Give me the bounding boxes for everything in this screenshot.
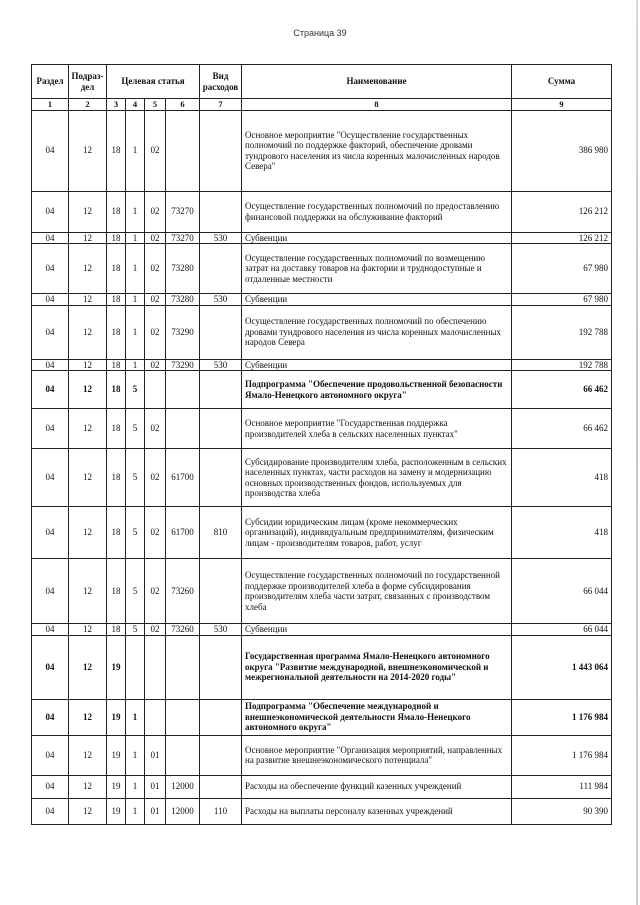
cell-naimenovanie: Субвенции [242,232,512,244]
cell-naimenovanie: Основное мероприятие "Осуществление государственных полномочий по поддержке факторий, обеспечение дровами тундрового населения из числа коренных малочисленных народов Севера" [242,110,512,191]
cell-vid-raskhodov [200,559,242,624]
cell-summa: 66 044 [512,559,612,624]
cell-direction: 73270 [166,191,200,232]
cell-podrazdel: 12 [69,699,107,735]
cell-razdel: 04 [32,635,69,699]
cell-razdel: 04 [32,735,69,775]
cell-naimenovanie: Подпрограмма "Обеспечение продовольственной безопасности Ямало-Ненецкого автономного округа" [242,371,512,409]
cell-program: 19 [107,798,126,824]
cell-podrazdel: 12 [69,449,107,507]
cell-podrazdel: 12 [69,371,107,409]
cell-naimenovanie: Субвенции [242,624,512,636]
cell-razdel: 04 [32,507,69,559]
cell-direction [166,371,200,409]
table-row [32,409,612,449]
table-row [32,507,612,559]
cell-podrazdel: 12 [69,409,107,449]
cell-subprogram: 1 [126,110,145,191]
table-body [32,110,612,824]
cell-podrazdel: 12 [69,232,107,244]
cell-program: 18 [107,191,126,232]
cell-podrazdel: 12 [69,559,107,624]
cell-program: 18 [107,294,126,306]
cell-subprogram: 1 [126,244,145,294]
cell-program: 18 [107,449,126,507]
cell-direction [166,635,200,699]
cell-vid-raskhodov [200,244,242,294]
cell-event: 01 [145,798,166,824]
cell-razdel: 04 [32,449,69,507]
cell-subprogram: 1 [126,305,145,359]
cell-subprogram: 5 [126,371,145,409]
cell-vid-raskhodov: 810 [200,507,242,559]
cell-podrazdel: 12 [69,305,107,359]
cell-subprogram: 5 [126,624,145,636]
cell-subprogram: 1 [126,191,145,232]
cell-naimenovanie: Субвенции [242,294,512,306]
cell-summa: 66 462 [512,409,612,449]
cell-program: 18 [107,244,126,294]
cell-summa: 418 [512,507,612,559]
cell-program: 18 [107,359,126,371]
cell-podrazdel: 12 [69,294,107,306]
cell-subprogram: 5 [126,409,145,449]
cell-program: 19 [107,775,126,798]
table-row [32,798,612,824]
cell-vid-raskhodov [200,635,242,699]
cell-razdel: 04 [32,110,69,191]
column-number-row [32,99,612,111]
table-row [32,371,612,409]
column-number: 2 [69,99,107,111]
table-row [32,735,612,775]
cell-subprogram: 5 [126,507,145,559]
cell-event: 02 [145,305,166,359]
cell-naimenovanie: Субвенции [242,359,512,371]
table-row [32,359,612,371]
cell-event: 02 [145,244,166,294]
column-number: 6 [166,99,200,111]
cell-vid-raskhodov [200,371,242,409]
cell-naimenovanie: Расходы на выплаты персоналу казенных учреждений [242,798,512,824]
column-number: 9 [512,99,612,111]
cell-razdel: 04 [32,359,69,371]
header-vid-raskhodov: Вид расходов [200,65,242,99]
column-number: 5 [145,99,166,111]
cell-direction [166,409,200,449]
cell-vid-raskhodov: 110 [200,798,242,824]
table-row [32,559,612,624]
cell-event [145,371,166,409]
cell-vid-raskhodov: 530 [200,232,242,244]
cell-subprogram: 1 [126,699,145,735]
cell-podrazdel: 12 [69,635,107,699]
cell-event: 02 [145,359,166,371]
cell-event: 02 [145,232,166,244]
cell-naimenovanie: Осуществление государственных полномочий по возмещению затрат на доставку товаров на фактории и труднодоступные и отдаленные местности [242,244,512,294]
cell-naimenovanie: Подпрограмма "Обеспечение международной и внешнеэкономической деятельности Ямало-Ненецкого автономного округа" [242,699,512,735]
cell-podrazdel: 12 [69,191,107,232]
cell-direction: 73290 [166,305,200,359]
cell-vid-raskhodov: 530 [200,624,242,636]
cell-event: 02 [145,624,166,636]
header-podrazdel: Подраз-дел [69,65,107,99]
table-row [32,635,612,699]
cell-subprogram: 1 [126,798,145,824]
cell-razdel: 04 [32,244,69,294]
cell-summa: 1 176 984 [512,735,612,775]
header-summa: Сумма [512,65,612,99]
cell-summa: 67 980 [512,244,612,294]
cell-subprogram: 1 [126,232,145,244]
cell-event [145,635,166,699]
cell-razdel: 04 [32,294,69,306]
page-number-label: Страница 39 [293,28,347,38]
cell-direction: 61700 [166,449,200,507]
cell-razdel: 04 [32,699,69,735]
cell-razdel: 04 [32,371,69,409]
table-row [32,775,612,798]
cell-direction: 12000 [166,798,200,824]
cell-direction [166,735,200,775]
cell-subprogram: 1 [126,294,145,306]
cell-program: 18 [107,305,126,359]
cell-vid-raskhodov [200,409,242,449]
table-row [32,305,612,359]
cell-event: 01 [145,735,166,775]
cell-event: 02 [145,449,166,507]
cell-program: 18 [107,507,126,559]
table-row [32,624,612,636]
column-number: 8 [242,99,512,111]
cell-summa: 90 390 [512,798,612,824]
cell-razdel: 04 [32,624,69,636]
cell-subprogram: 5 [126,449,145,507]
cell-direction: 61700 [166,507,200,559]
cell-event: 02 [145,294,166,306]
cell-razdel: 04 [32,191,69,232]
cell-program: 18 [107,232,126,244]
cell-direction: 73280 [166,244,200,294]
cell-direction: 73260 [166,624,200,636]
cell-naimenovanie: Субсидии юридическим лицам (кроме некоммерческих организаций), индивидуальным предпринимателям, физическим лицам - производителям товаров, работ, услуг [242,507,512,559]
cell-direction [166,110,200,191]
cell-summa: 111 984 [512,775,612,798]
cell-naimenovanie: Расходы на обеспечение функций казенных учреждений [242,775,512,798]
cell-vid-raskhodov [200,735,242,775]
scan-edge-shadow [636,0,638,905]
cell-summa: 66 462 [512,371,612,409]
cell-program: 18 [107,409,126,449]
column-number: 4 [126,99,145,111]
table-row [32,449,612,507]
cell-program: 19 [107,635,126,699]
cell-podrazdel: 12 [69,798,107,824]
cell-podrazdel: 12 [69,775,107,798]
cell-subprogram: 1 [126,775,145,798]
cell-podrazdel: 12 [69,735,107,775]
column-number: 3 [107,99,126,111]
table-row [32,244,612,294]
column-number: 1 [32,99,69,111]
table-row [32,191,612,232]
header-razdel: Раздел [32,65,69,99]
table-row [32,294,612,306]
cell-vid-raskhodov: 530 [200,294,242,306]
cell-vid-raskhodov [200,775,242,798]
cell-direction: 73270 [166,232,200,244]
cell-event: 02 [145,191,166,232]
header-row [32,65,612,99]
cell-summa: 418 [512,449,612,507]
cell-vid-raskhodov [200,191,242,232]
cell-naimenovanie: Осуществление государственных полномочий по обеспечению дровами тундрового населения из числа коренных малочисленных народов Севера [242,305,512,359]
cell-direction: 73280 [166,294,200,306]
column-number: 7 [200,99,242,111]
cell-vid-raskhodov: 530 [200,359,242,371]
budget-table [31,64,612,825]
cell-vid-raskhodov [200,305,242,359]
cell-vid-raskhodov [200,110,242,191]
cell-razdel: 04 [32,232,69,244]
cell-naimenovanie: Осуществление государственных полномочий по предоставлению финансовой поддержки на обслуживание факторий [242,191,512,232]
cell-summa: 67 980 [512,294,612,306]
cell-podrazdel: 12 [69,244,107,294]
cell-direction: 73260 [166,559,200,624]
cell-naimenovanie: Основное мероприятие "Государственная поддержка производителей хлеба в сельских населенных пунктах" [242,409,512,449]
cell-podrazdel: 12 [69,110,107,191]
cell-subprogram: 1 [126,359,145,371]
header-naimenovanie: Наименование [242,65,512,99]
cell-razdel: 04 [32,559,69,624]
cell-summa: 1 443 064 [512,635,612,699]
cell-program: 18 [107,110,126,191]
cell-naimenovanie: Осуществление государственных полномочий по государственной поддержке производителей хлеба в форме субсидирования производителям хлеба части затрат, связанных с производством хлеба [242,559,512,624]
cell-program: 19 [107,699,126,735]
cell-razdel: 04 [32,409,69,449]
cell-event: 02 [145,559,166,624]
cell-event: 02 [145,507,166,559]
cell-direction: 12000 [166,775,200,798]
cell-vid-raskhodov [200,699,242,735]
cell-naimenovanie: Субсидирование производителям хлеба, расположенным в сельских населенных пунктах, части расходов на замену и модернизацию основных производственных фондов, используемых для производства хлеба [242,449,512,507]
cell-razdel: 04 [32,798,69,824]
cell-naimenovanie: Основное мероприятие "Организация мероприятий, направленных на развитие внешнеэкономического потенциала" [242,735,512,775]
cell-event [145,699,166,735]
cell-event: 02 [145,409,166,449]
cell-subprogram [126,635,145,699]
cell-podrazdel: 12 [69,624,107,636]
cell-program: 18 [107,559,126,624]
cell-podrazdel: 12 [69,507,107,559]
cell-direction: 73290 [166,359,200,371]
cell-summa: 192 788 [512,359,612,371]
cell-podrazdel: 12 [69,359,107,371]
cell-vid-raskhodov [200,449,242,507]
cell-razdel: 04 [32,305,69,359]
header-tselevaya-statya: Целевая статья [107,65,200,99]
table-row [32,699,612,735]
cell-summa: 192 788 [512,305,612,359]
cell-summa: 126 212 [512,191,612,232]
table-row [32,110,612,191]
cell-naimenovanie: Государственная программа Ямало-Ненецкого автономного округа "Развитие международной, внешнеэкономической и межрегиональной деятельности на 2014-2020 годы" [242,635,512,699]
cell-summa: 66 044 [512,624,612,636]
cell-program: 18 [107,371,126,409]
cell-program: 18 [107,624,126,636]
cell-subprogram: 5 [126,559,145,624]
table-row [32,232,612,244]
cell-summa: 386 980 [512,110,612,191]
cell-subprogram: 1 [126,735,145,775]
cell-event: 01 [145,775,166,798]
cell-summa: 126 212 [512,232,612,244]
cell-program: 19 [107,735,126,775]
cell-event: 02 [145,110,166,191]
cell-direction [166,699,200,735]
cell-razdel: 04 [32,775,69,798]
cell-summa: 1 176 984 [512,699,612,735]
